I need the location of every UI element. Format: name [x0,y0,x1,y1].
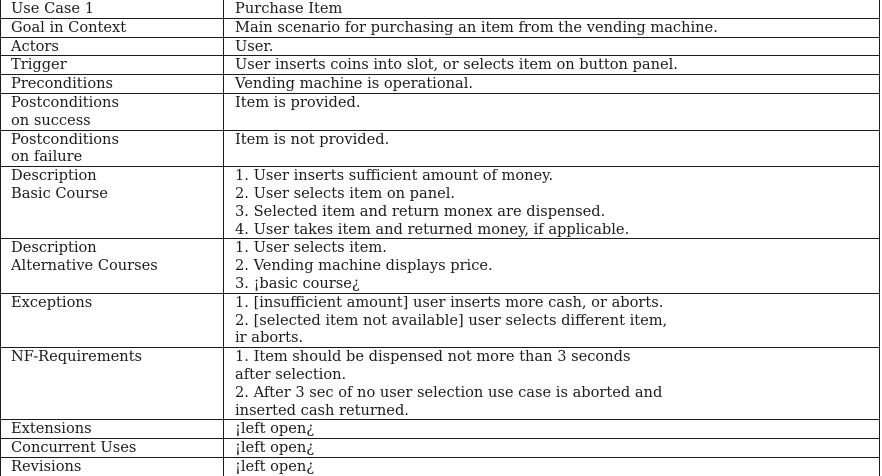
field-value-line: Vending machine is operational. [235,75,474,93]
field-label: Concurrent Uses [11,439,137,457]
table-row [1,167,880,239]
field-value-line: 2. [selected item not available] user selects different item, [235,311,668,329]
field-value-line: 2. User selects item on panel. [235,184,456,202]
table-row [1,37,880,56]
field-value-cell [224,239,880,293]
field-label: Postconditions [11,130,119,148]
field-value-cell [224,167,880,239]
field-label: Description [11,167,97,185]
field-value-cell [224,130,880,167]
table-row [1,75,880,94]
field-label: Revisions [11,457,82,475]
field-label: NF-Requirements [11,348,143,366]
field-value-line: Purchase Item [235,0,343,17]
field-label-cell [1,0,224,18]
field-value-line: Main scenario for purchasing an item from the vending machine. [235,18,718,36]
field-label: Alternative Courses [11,257,158,275]
field-value-cell [224,0,880,18]
field-label: Exceptions [11,293,93,311]
field-value-line: 3. Selected item and return monex are dispensed. [235,202,606,220]
table-row [1,457,880,475]
field-label-cell [1,293,224,347]
field-value-line: 1. User selects item. [235,239,387,257]
field-value-line: ¡left open¿ [235,420,315,438]
table-row [1,293,880,347]
field-value-line: 1. Item should be dispensed not more than 3 seconds [235,348,631,366]
field-value-line: after selection. [235,365,347,383]
field-label-cell [1,93,224,130]
field-label: Trigger [11,56,67,74]
field-label-cell [1,37,224,56]
field-label-cell [1,420,224,439]
field-value-cell [224,75,880,94]
table-row [1,56,880,75]
field-label: Preconditions [11,75,114,93]
field-label-cell [1,75,224,94]
field-value-line: User inserts coins into slot, or selects item on button panel. [235,56,678,74]
field-value-line: 1. [insufficient amount] user inserts more cash, or aborts. [235,293,664,311]
table-row [1,439,880,458]
field-label: on success [11,111,91,129]
field-value-line: inserted cash returned. [235,401,409,419]
field-value-cell [224,457,880,475]
table-row [1,18,880,37]
field-value-cell [224,93,880,130]
field-label: Basic Course [11,184,108,202]
field-value-cell [224,18,880,37]
field-value-line: ¡left open¿ [235,457,315,475]
field-value-line: ir aborts. [235,329,304,347]
table-row [1,130,880,167]
field-value-cell [224,348,880,420]
table-row [1,348,880,420]
field-value-cell [224,56,880,75]
field-value-line: Item is provided. [235,93,361,111]
field-label-cell [1,439,224,458]
table-row [1,239,880,293]
field-value-cell [224,439,880,458]
field-value-line: 2. Vending machine displays price. [235,257,493,275]
field-label: Use Case 1 [11,0,94,17]
field-label: Goal in Context [11,18,127,36]
field-label-cell [1,239,224,293]
field-value-line: 4. User takes item and returned money, if applicable. [235,220,630,238]
field-label-cell [1,167,224,239]
field-value-line: 2. After 3 sec of no user selection use case is aborted and [235,383,663,401]
table-row [1,93,880,130]
field-label-cell [1,348,224,420]
field-label: on failure [11,148,83,166]
field-value-cell [224,420,880,439]
field-value-line: User. [235,37,274,55]
field-value-line: 1. User inserts sufficient amount of money. [235,167,554,185]
field-value-line: Item is not provided. [235,130,390,148]
field-label: Description [11,239,97,257]
field-value-cell [224,37,880,56]
table-row [1,420,880,439]
field-label-cell [1,56,224,75]
field-label: Extensions [11,420,92,438]
field-label-cell [1,18,224,37]
field-label: Postconditions [11,93,119,111]
table-row [1,0,880,18]
field-value-line: ¡left open¿ [235,439,315,457]
field-label-cell [1,457,224,475]
field-value-cell [224,293,880,347]
field-label-cell [1,130,224,167]
field-label: Actors [11,37,59,55]
field-value-line: 3. ¡basic course¿ [235,274,360,292]
